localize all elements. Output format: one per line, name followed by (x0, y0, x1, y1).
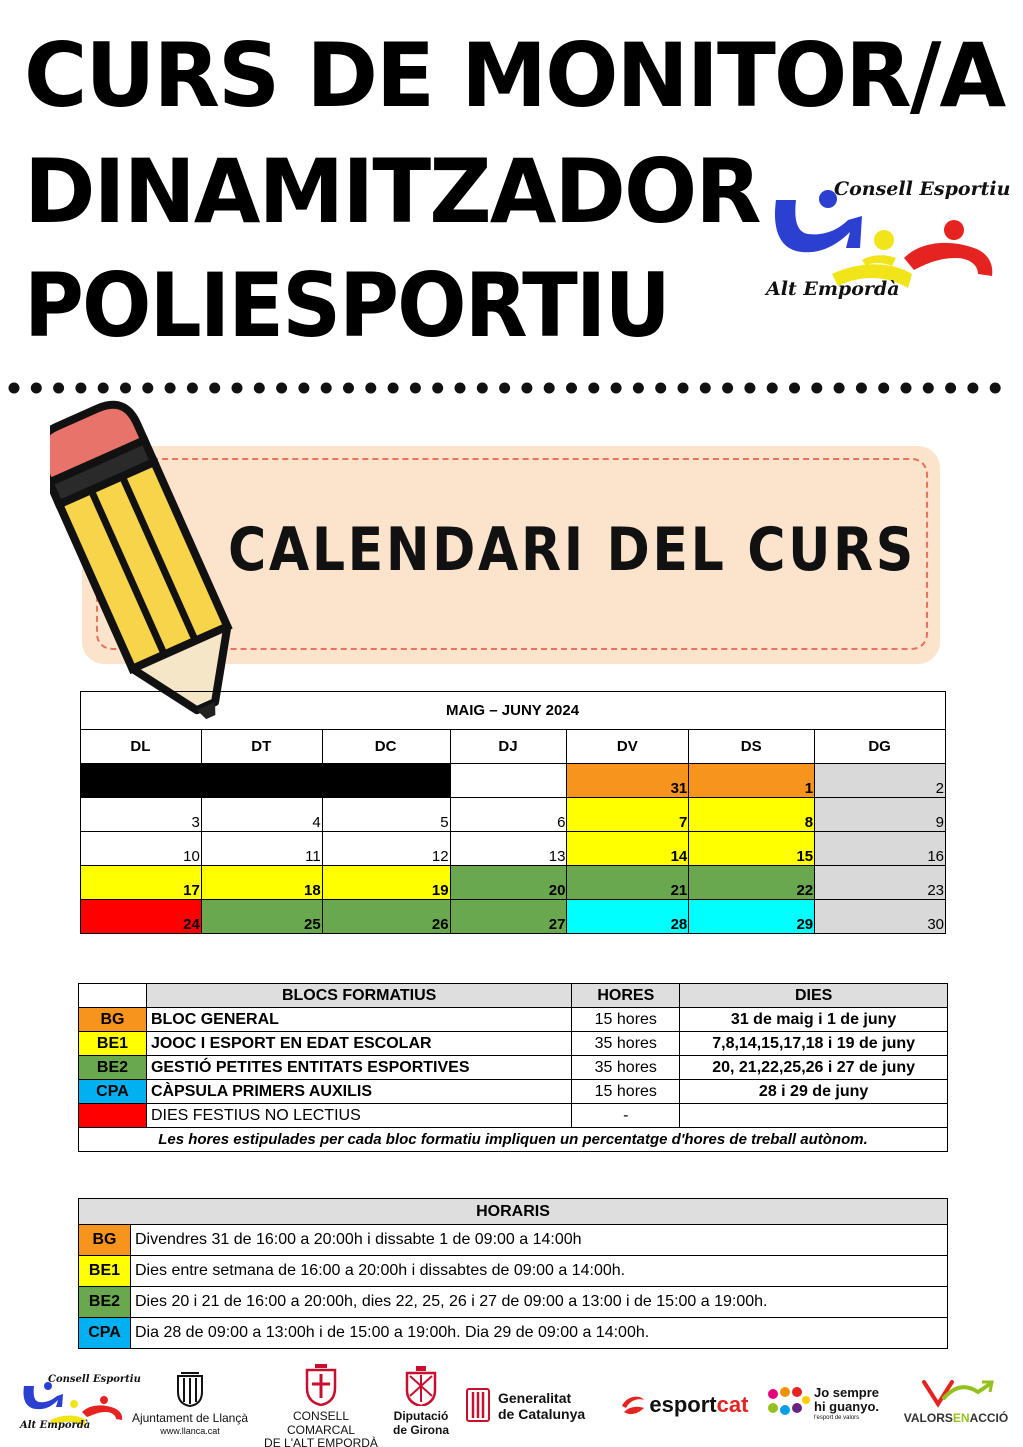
logo-text-bottom: Alt Empordà (766, 278, 900, 300)
divider-dot (722, 383, 733, 394)
calendar-cell: 10 (81, 832, 202, 866)
calendar-cell: 7 (567, 798, 689, 832)
calendar-cell: 11 (201, 832, 322, 866)
block-days: 28 i 29 de juny (680, 1080, 948, 1104)
josempre-small: l'esport de valors (814, 1414, 860, 1421)
block-name: GESTIÓ PETITES ENTITATS ESPORTIVES (146, 1056, 571, 1080)
divider-dot (410, 383, 421, 394)
schedule-code: BE2 (79, 1287, 131, 1318)
day-header: DL (81, 730, 202, 764)
calendar-cell: 2 (815, 764, 946, 798)
divider-dot (499, 383, 510, 394)
day-header: DS (689, 730, 815, 764)
calendar-cell: 22 (689, 866, 815, 900)
divider-dot (744, 383, 755, 394)
josempre-dots-icon (766, 1386, 810, 1420)
divider-dot (388, 383, 399, 394)
diputacio-shield-icon (404, 1366, 438, 1406)
title-line-2: DINAMITZADOR (24, 140, 760, 243)
calendar-cell: 5 (322, 798, 450, 832)
josempre-line1: Jo sempre (814, 1385, 880, 1400)
block-hours: 15 hores (572, 1008, 680, 1032)
calendar-cell-empty (201, 764, 322, 798)
footer-llanca-logo (130, 1368, 250, 1436)
divider-dot (254, 383, 265, 394)
schedule-code: BG (79, 1225, 131, 1256)
generalitat-line2: de Catalunya (498, 1406, 586, 1423)
block-hours: 35 hores (572, 1056, 680, 1080)
calendar-cell: 6 (450, 798, 567, 832)
esportcat-a: esport (649, 1392, 717, 1417)
calendar-cell: 3 (81, 798, 202, 832)
blocks-table (78, 983, 948, 1152)
divider-dot (276, 383, 287, 394)
calendar-cell: 1 (689, 764, 815, 798)
footer-consell-top: Consell Esportiu (48, 1374, 141, 1385)
esportcat-swoosh-icon (620, 1394, 646, 1416)
block-code: BE2 (79, 1056, 147, 1080)
josempre-line2: hi guanyo. (814, 1399, 879, 1415)
divider-dot (31, 383, 42, 394)
block-code: BG (79, 1008, 147, 1032)
diputacio-line2: de Girona (392, 1422, 449, 1437)
llanca-shield-icon (175, 1368, 205, 1408)
divider-dot (834, 383, 845, 394)
divider-dot (343, 383, 354, 394)
calendar-cell: 25 (201, 900, 322, 934)
schedule-text: Divendres 31 de 16:00 a 20:00h i dissabte 1 de 09:00 a 14:00h (130, 1225, 947, 1256)
divider-dot (455, 383, 466, 394)
calendar-cell: 29 (689, 900, 815, 934)
blocks-header: HORES (572, 984, 680, 1008)
day-header: DV (567, 730, 689, 764)
divider-dot (298, 383, 309, 394)
calendar-cell: 19 (322, 866, 450, 900)
calendar-cell: 18 (201, 866, 322, 900)
comarcal-line1: CONSELL COMARCAL (286, 1408, 355, 1437)
divider-dot (588, 383, 599, 394)
block-days: 20, 21,22,25,26 i 27 de juny (680, 1056, 948, 1080)
schedule-text: Dia 28 de 09:00 a 13:00h i de 15:00 a 19:00h. Dia 29 de 09:00 a 14:00h. (130, 1318, 947, 1349)
divider-dot (789, 383, 800, 394)
diputacio-line1: Diputació (393, 1408, 449, 1423)
divider-dot (365, 383, 376, 394)
schedule-table (78, 1198, 948, 1349)
footer-valors-logo (894, 1378, 1018, 1426)
calendar-cell: 15 (689, 832, 815, 866)
calendar-cell: 13 (450, 832, 567, 866)
calendar-cell: 9 (815, 798, 946, 832)
logo-text-top: Consell Esportiu (834, 178, 1011, 200)
block-hours: 35 hores (572, 1032, 680, 1056)
divider-dot (945, 383, 956, 394)
esportcat-b: cat (716, 1392, 749, 1417)
calendar-cell: 23 (815, 866, 946, 900)
llanca-name: Ajuntament de Llançà (131, 1410, 249, 1425)
day-header: DC (322, 730, 450, 764)
footer-esportcat-logo (620, 1392, 750, 1417)
footer-comarcal-logo (262, 1364, 380, 1447)
schedule-header: HORARIS (79, 1199, 948, 1225)
consell-esportiu-logo (762, 170, 1011, 320)
calendar-cell: 27 (450, 900, 567, 934)
footer-josempre-logo (766, 1386, 886, 1421)
calendar-cell-empty (322, 764, 450, 798)
calendar-cell: 16 (815, 832, 946, 866)
block-code: CPA (79, 1080, 147, 1104)
banner-title: CALENDARI DEL CURS (228, 515, 916, 585)
calendar-cell-empty (450, 764, 567, 798)
divider-dot (633, 383, 644, 394)
schedule-code: BE1 (79, 1256, 131, 1287)
calendar-cell: 14 (567, 832, 689, 866)
footer-generalitat-logo (466, 1390, 596, 1422)
valors-a: VALORS (903, 1410, 953, 1425)
llanca-url: www.llanca.cat (160, 1425, 220, 1436)
day-header: DG (815, 730, 946, 764)
valors-swoosh-icon (916, 1378, 996, 1408)
block-hours: 15 hores (572, 1080, 680, 1104)
title-line-3: POLIESPORTIU (24, 254, 669, 357)
calendar-table (80, 691, 946, 934)
divider-dot (967, 383, 978, 394)
day-header: DT (201, 730, 322, 764)
divider-dot (566, 383, 577, 394)
divider-dot (700, 383, 711, 394)
block-code (79, 1104, 147, 1128)
calendar-month: MAIG – JUNY 2024 (81, 692, 946, 730)
schedule-code: CPA (79, 1318, 131, 1349)
divider-dot (767, 383, 778, 394)
block-name: CÀPSULA PRIMERS AUXILIS (146, 1080, 571, 1104)
divider-dot (432, 383, 443, 394)
calendar-cell: 24 (81, 900, 202, 934)
block-days: 7,8,14,15,17,18 i 19 de juny (680, 1032, 948, 1056)
block-name: DIES FESTIUS NO LECTIUS (146, 1104, 571, 1128)
divider-dot (9, 383, 20, 394)
divider-dot (901, 383, 912, 394)
blocks-note: Les hores estipulades per cada bloc formatiu impliquen un percentatge d'hores de treball autònom. (79, 1128, 948, 1152)
calendar-cell: 12 (322, 832, 450, 866)
schedule-text: Dies 20 i 21 de 16:00 a 20:00h, dies 22, 25, 26 i 27 de 09:00 a 13:00 i de 15:00 a 19:00h. (130, 1287, 947, 1318)
divider-dot (678, 383, 689, 394)
divider-dot (655, 383, 666, 394)
divider-dot (521, 383, 532, 394)
block-name: BLOC GENERAL (146, 1008, 571, 1032)
generalitat-line1: Generalitat (498, 1390, 572, 1406)
calendar-cell: 4 (201, 798, 322, 832)
block-name: JOOC I ESPORT EN EDAT ESCOLAR (146, 1032, 571, 1056)
divider-dot (878, 383, 889, 394)
calendar-cell: 21 (567, 866, 689, 900)
block-days: 31 de maig i 1 de juny (680, 1008, 948, 1032)
blocks-header-empty (79, 984, 147, 1008)
comarcal-line2: DE L'ALT EMPORDÀ (264, 1436, 378, 1447)
blocks-header: DIES (680, 984, 948, 1008)
calendar-cell: 31 (567, 764, 689, 798)
divider-dot (544, 383, 555, 394)
divider-dot (611, 383, 622, 394)
divider-dot (811, 383, 822, 394)
calendar-cell: 17 (81, 866, 202, 900)
block-days (680, 1104, 948, 1128)
schedule-text: Dies entre setmana de 16:00 a 20:00h i dissabtes de 09:00 a 14:00h. (130, 1256, 947, 1287)
generalitat-flag-icon (466, 1388, 490, 1422)
divider-dot (856, 383, 867, 394)
divider-dot (923, 383, 934, 394)
footer-consell-bottom: Alt Empordà (20, 1420, 91, 1431)
divider-dot (990, 383, 1001, 394)
calendar-cell-empty (81, 764, 202, 798)
calendar-cell: 26 (322, 900, 450, 934)
calendar-cell: 28 (567, 900, 689, 934)
footer-diputacio-logo (384, 1366, 458, 1437)
pencil-icon (50, 392, 240, 722)
divider-dot (477, 383, 488, 394)
blocks-header: BLOCS FORMATIUS (146, 984, 571, 1008)
calendar-cell: 20 (450, 866, 567, 900)
block-hours: - (572, 1104, 680, 1128)
valors-c: ACCIÓ (969, 1410, 1009, 1425)
day-header: DJ (450, 730, 567, 764)
divider-dot (321, 383, 332, 394)
block-code: BE1 (79, 1032, 147, 1056)
calendar-cell: 30 (815, 900, 946, 934)
comarcal-shield-icon (304, 1364, 338, 1406)
calendar-cell: 8 (689, 798, 815, 832)
valors-b: EN (952, 1410, 970, 1425)
title-line-1: CURS DE MONITOR/A (24, 24, 1005, 127)
footer-consell-logo (18, 1374, 141, 1436)
